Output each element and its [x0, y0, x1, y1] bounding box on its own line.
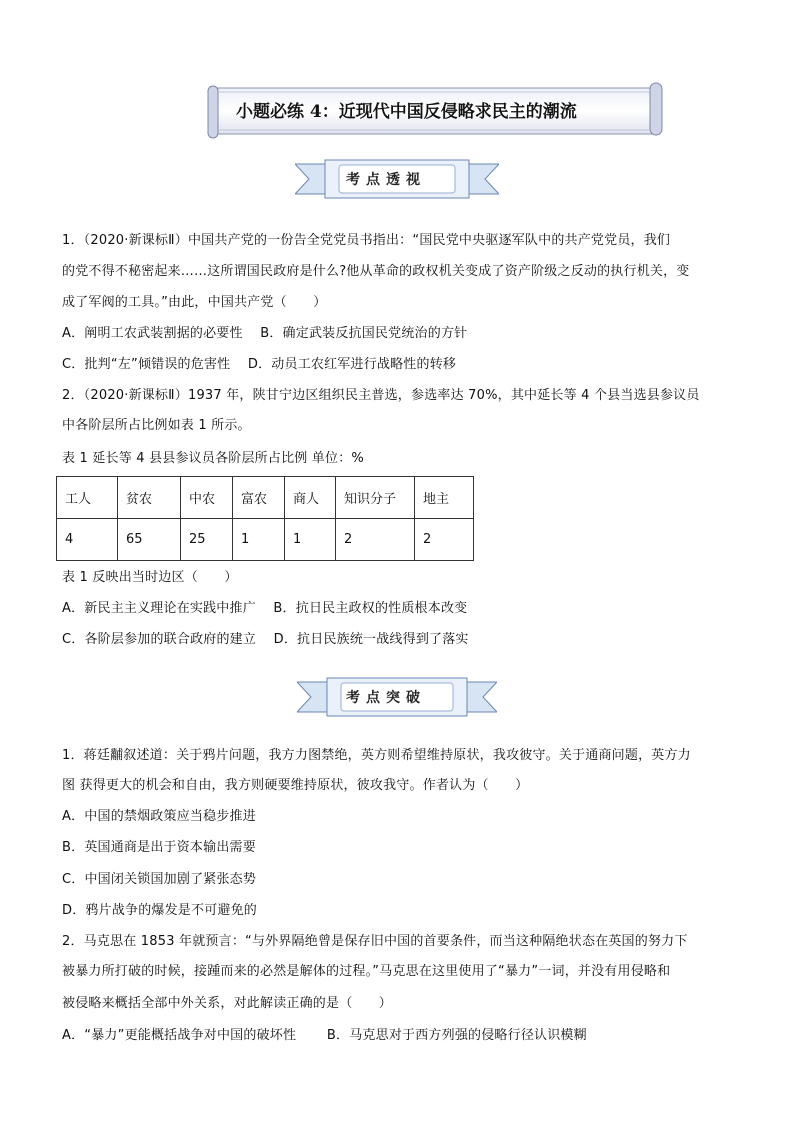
q2-options-ab: A．新民主主义理论在实践中推广 B．抗日民主政权的性质根本改变 [62, 601, 468, 616]
q2-stem: 表 1 反映出当时边区（ ） [62, 570, 238, 585]
table-cell: 65 [118, 519, 181, 561]
q4-line-1: 2．马克思在 1853 年就预言：“与外界隔绝曾是保存旧中国的首要条件，而当这种隔绝状态在英国的努力下 [62, 934, 688, 949]
table-cell: 4 [57, 519, 118, 561]
table-header-cell: 知识分子 [336, 477, 415, 519]
table-cell: 2 [415, 519, 474, 561]
q2-line-2: 中各阶层所占比例如表 1 所示。 [62, 418, 251, 433]
q1-options-ab: A．阐明工农武装割据的必要性 B．确定武装反抗国民党统治的方针 [62, 326, 468, 341]
table-cell: 1 [233, 519, 285, 561]
q1-options-cd: C．批判“左”倾错误的危害性 D．动员工农红军进行战略性的转移 [62, 357, 457, 372]
table-header-cell: 地主 [415, 477, 474, 519]
q1-line-2: 的党不得不秘密起来……这所谓国民政府是什么?他从革命的政权机关变成了资产阶级之反动的执行机关，变 [62, 264, 690, 279]
q2-line-1: 2．（2020·新课标Ⅱ）1937 年，陕甘宁边区组织民主普选，参选率达 70%，其中延长等 4 个县当选县参议员 [62, 388, 700, 403]
stats-table [56, 476, 474, 561]
table-header-cell: 贫农 [118, 477, 181, 519]
q3-option-d: D．鸦片战争的爆发是不可避免的 [62, 903, 258, 918]
q3-line-2: 图 获得更大的机会和自由，我方则硬要维持原状，彼攻我守。作者认为（ ） [62, 778, 529, 793]
table-value-row [57, 519, 474, 561]
q3-option-a: A．中国的禁烟政策应当稳步推进 [62, 809, 256, 824]
table-caption: 表 1 延长等 4 县县参议员各阶层所占比例 单位：% [62, 451, 364, 466]
table-header-cell: 商人 [285, 477, 336, 519]
q3-line-1: 1．蒋廷黼叙述道：关于鸦片问题，我方力图禁绝，英方则希望维持原状，我攻彼守。关于通商问题，英方力 [62, 748, 691, 763]
table-cell: 1 [285, 519, 336, 561]
q4-options-ab: A．“暴力”更能概括战争对中国的破坏性 B．马克思对于西方列强的侵略行径认识模糊 [62, 1028, 587, 1043]
table-header-cell: 中农 [181, 477, 233, 519]
q4-line-2: 被暴力所打破的时候，接踵而来的必然是解体的过程。”马克思在这里使用了“暴力”一词，并没有用侵略和 [62, 964, 671, 979]
table-header-cell: 富农 [233, 477, 285, 519]
q1-line-3: 成了军阀的工具。”由此，中国共产党（ ） [62, 295, 327, 310]
q2-options-cd: C．各阶层参加的联合政府的建立 D．抗日民族统一战线得到了落实 [62, 632, 469, 647]
q1-line-1: 1．（2020·新课标Ⅱ）中国共产党的一份告全党党员书指出：“国民党中央驱逐军队中的共产党党员，我们 [62, 233, 671, 248]
table-cell: 2 [336, 519, 415, 561]
section-label-kaodian-toushi: 考点透视 [346, 172, 426, 188]
table-cell: 25 [181, 519, 233, 561]
q3-option-b: B．英国通商是出于资本输出需要 [62, 840, 256, 855]
q4-line-3: 被侵略来概括全部中外关系，对此解读正确的是（ ） [62, 996, 393, 1011]
table-header-row [57, 477, 474, 519]
table-header-cell: 工人 [57, 477, 118, 519]
section-label-kaodian-tupo: 考点突破 [346, 690, 426, 706]
q3-option-c: C．中国闭关锁国加剧了紧张态势 [62, 872, 257, 887]
page-title: 小题必练 4：近现代中国反侵略求民主的潮流 [236, 102, 577, 122]
